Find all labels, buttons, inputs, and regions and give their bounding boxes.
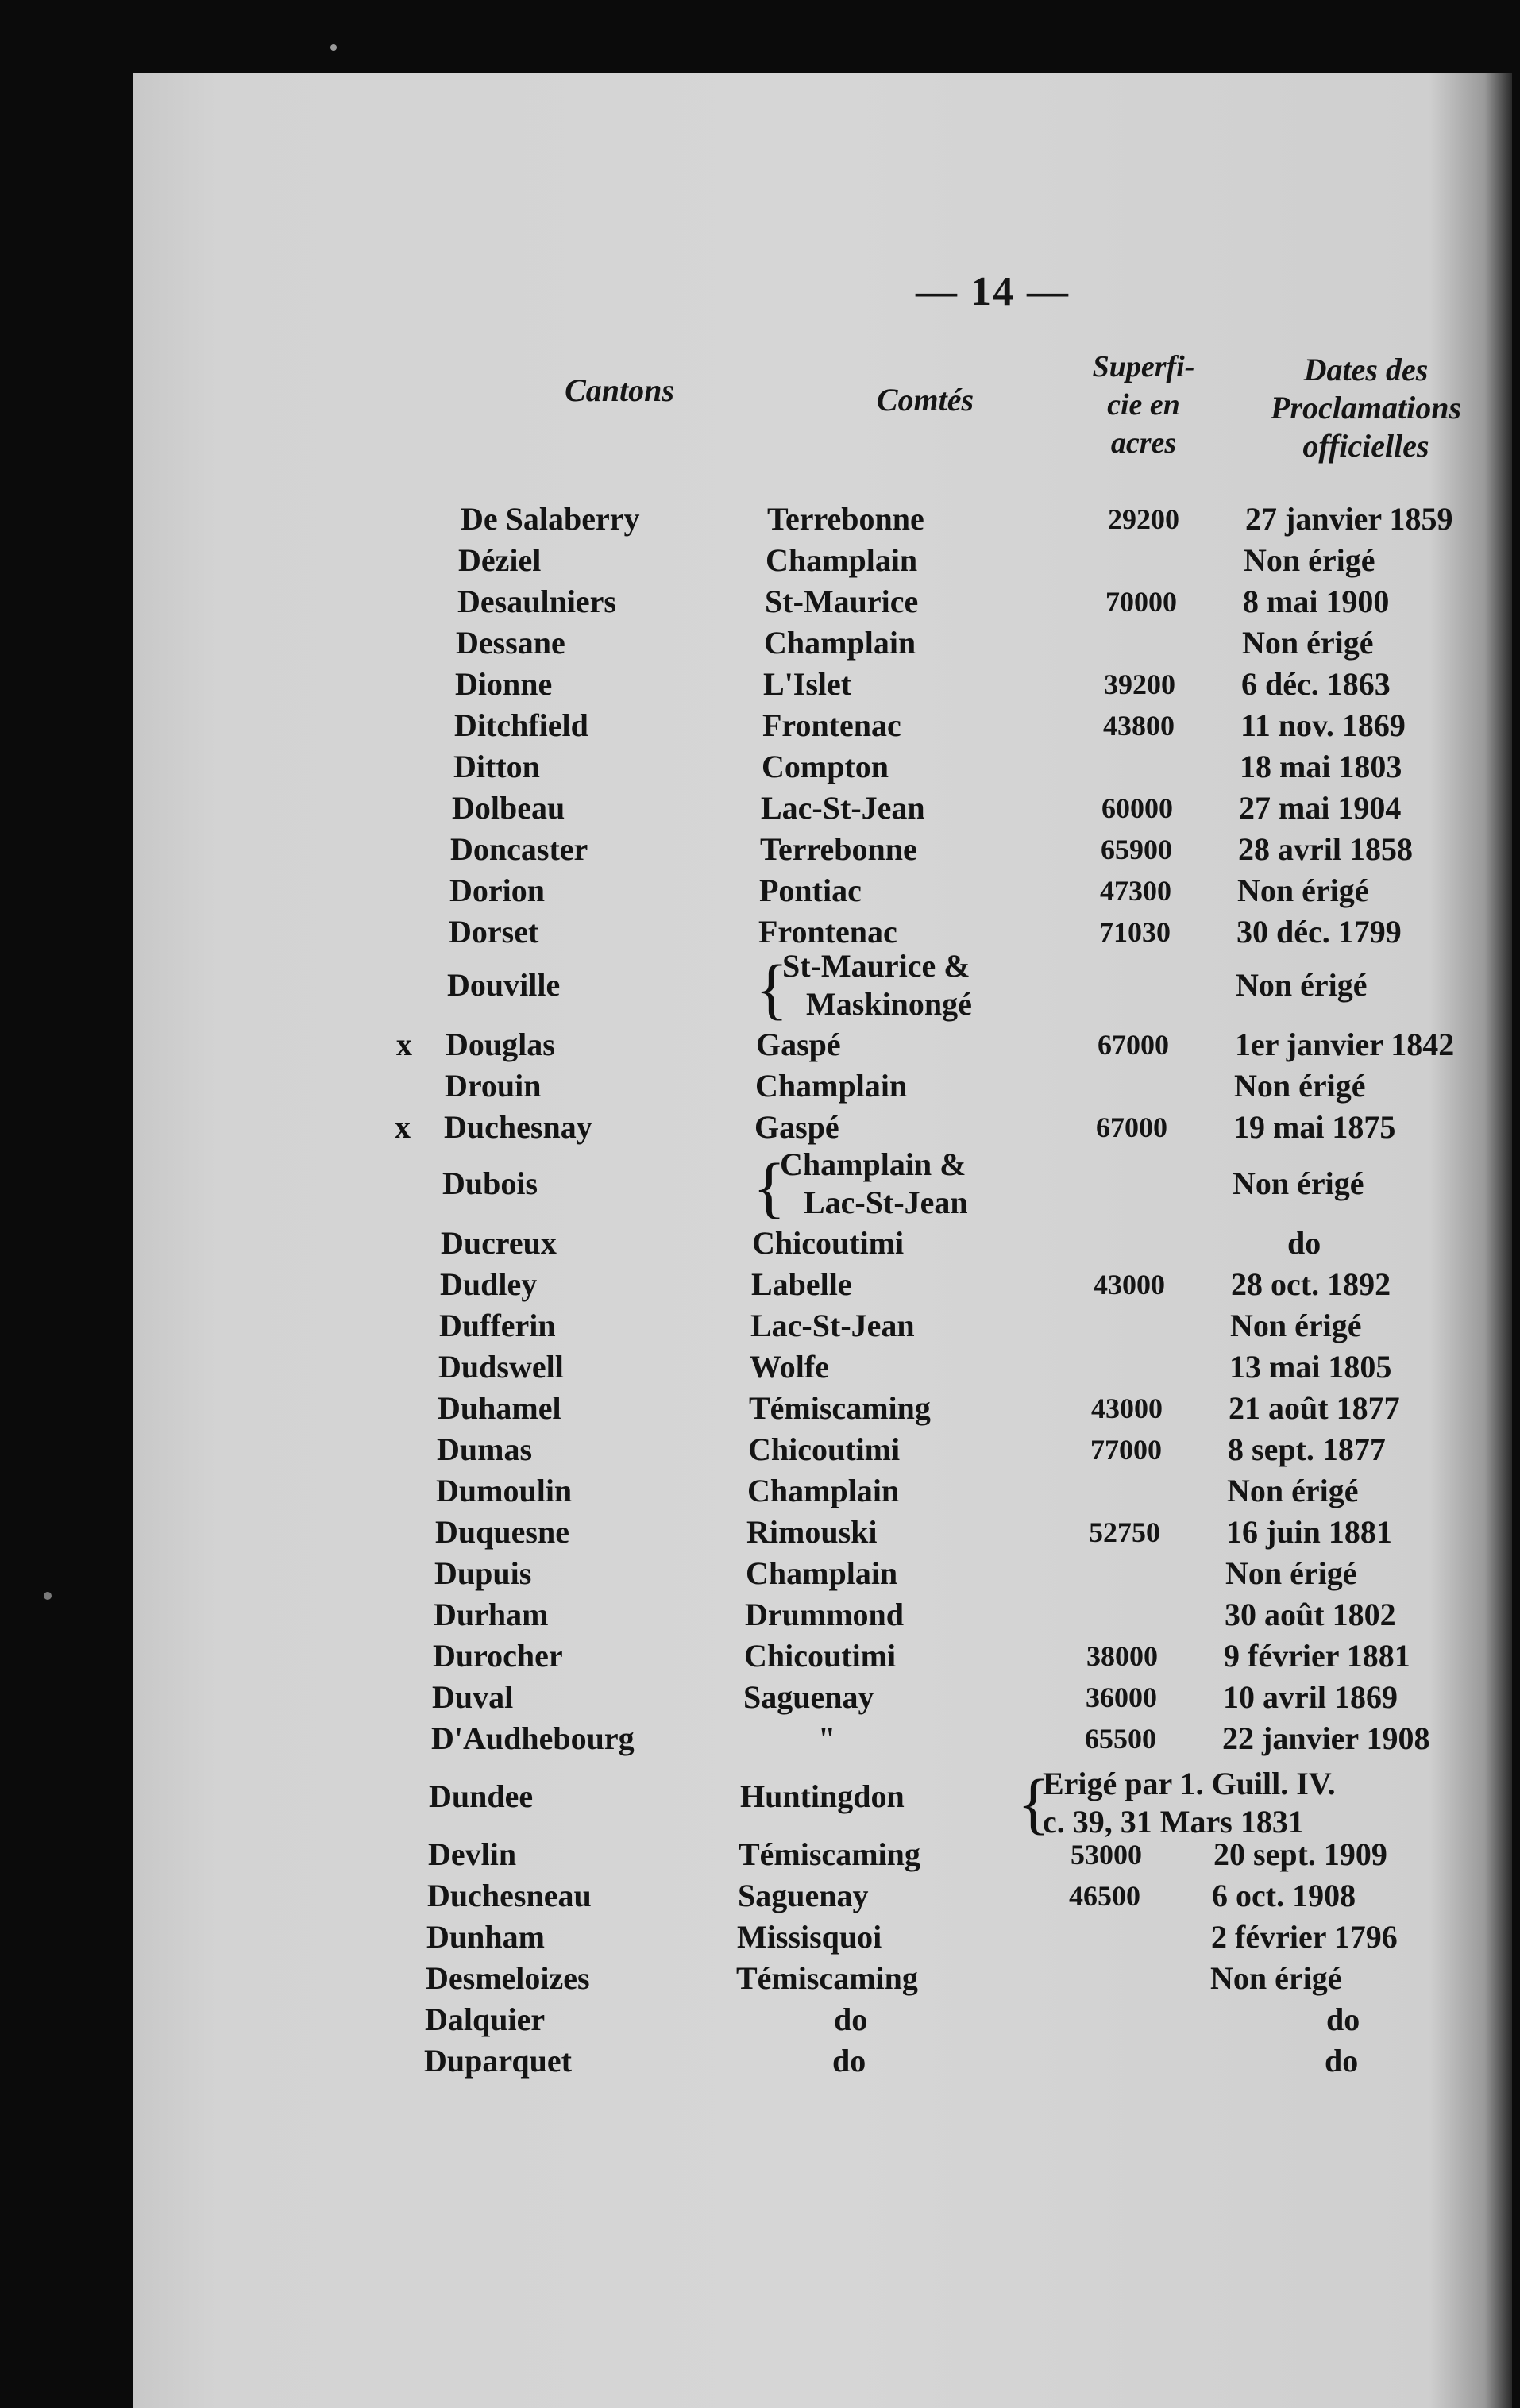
check-mark: x bbox=[396, 1027, 412, 1062]
proclamation-date: Non érigé bbox=[1233, 1165, 1364, 1201]
table-row bbox=[0, 1146, 1520, 1225]
table-row bbox=[0, 1999, 1520, 2040]
comte-name: Témiscaming bbox=[739, 1836, 920, 1872]
superficie-value: 70000 bbox=[1105, 586, 1177, 618]
proclamation-date: 22 janvier 1908 bbox=[1222, 1720, 1430, 1756]
superficie-value: 67000 bbox=[1096, 1112, 1167, 1143]
proclamation-date: do bbox=[1287, 1225, 1321, 1261]
table-row bbox=[0, 1834, 1520, 1875]
table-row bbox=[0, 1024, 1520, 1065]
table-row bbox=[0, 581, 1520, 622]
table-row bbox=[0, 1677, 1520, 1718]
canton-name: Dumas bbox=[437, 1431, 533, 1467]
proclamation-date: 27 mai 1904 bbox=[1239, 790, 1402, 826]
proclamation-date: Non érigé bbox=[1210, 1960, 1342, 1996]
comte-name: do bbox=[832, 2043, 866, 2079]
comte-name: Compton bbox=[762, 749, 889, 784]
table-row bbox=[0, 1553, 1520, 1594]
canton-name: Ditchfield bbox=[454, 707, 588, 743]
canton-name: Duquesne bbox=[435, 1514, 569, 1550]
comte-name: Frontenac bbox=[758, 914, 897, 950]
canton-name: Desaulniers bbox=[457, 584, 616, 619]
table-row bbox=[0, 664, 1520, 705]
check-mark: x bbox=[395, 1109, 411, 1145]
comte-name: Missisquoi bbox=[737, 1919, 882, 1955]
proclamation-date: 1er janvier 1842 bbox=[1235, 1027, 1455, 1062]
canton-name: Dionne bbox=[455, 666, 553, 702]
canton-name: Dupuis bbox=[434, 1555, 532, 1591]
proclamation-date: do bbox=[1326, 2002, 1360, 2037]
canton-name: Devlin bbox=[428, 1836, 517, 1872]
proclamation-date: Non érigé bbox=[1230, 1308, 1362, 1343]
comte-name: " bbox=[818, 1720, 836, 1756]
brace-icon: { bbox=[1017, 1765, 1051, 1841]
canton-name: Dessane bbox=[456, 625, 565, 661]
canton-name: Dorset bbox=[449, 914, 539, 950]
canton-name: Durham bbox=[434, 1597, 549, 1632]
superficie-value: 43000 bbox=[1091, 1393, 1163, 1424]
table-row bbox=[0, 1594, 1520, 1636]
comte-name: St-Maurice & Maskinongé bbox=[782, 948, 972, 1022]
proclamation-date: 9 février 1881 bbox=[1224, 1638, 1410, 1674]
table-row bbox=[0, 948, 1520, 1027]
proclamation-date: Non érigé bbox=[1234, 1068, 1366, 1104]
proclamation-date: 6 déc. 1863 bbox=[1241, 666, 1391, 702]
table-row bbox=[0, 1065, 1520, 1107]
table-row bbox=[0, 829, 1520, 870]
proclamation-date: Non érigé bbox=[1242, 625, 1374, 661]
page-number: — 14 — bbox=[916, 269, 1070, 314]
table-row bbox=[0, 1347, 1520, 1388]
proclamation-date: 6 oct. 1908 bbox=[1212, 1878, 1356, 1913]
proclamation-date: 28 oct. 1892 bbox=[1231, 1266, 1391, 1302]
comte-name: Terrebonne bbox=[767, 501, 924, 537]
proclamation-date: Non érigé bbox=[1236, 967, 1368, 1003]
canton-name: Dufferin bbox=[439, 1308, 556, 1343]
header-superficie: Superfi- cie en acres bbox=[1092, 350, 1195, 460]
comte-name: Saguenay bbox=[738, 1878, 869, 1913]
comte-name: Saguenay bbox=[743, 1679, 874, 1715]
table-row bbox=[0, 1107, 1520, 1148]
proclamation-date: 18 mai 1803 bbox=[1240, 749, 1402, 784]
proclamation-date: do bbox=[1325, 2043, 1359, 2079]
table-row bbox=[0, 911, 1520, 953]
proclamation-date: 13 mai 1805 bbox=[1229, 1349, 1392, 1385]
proclamation-date: 2 février 1796 bbox=[1211, 1919, 1398, 1955]
comte-name: Gaspé bbox=[754, 1109, 839, 1145]
comte-name: do bbox=[834, 2002, 868, 2037]
canton-name: Dudley bbox=[440, 1266, 538, 1302]
proclamation-date: 30 août 1802 bbox=[1225, 1597, 1396, 1632]
comte-name: Drummond bbox=[745, 1597, 905, 1632]
proclamation-date: 10 avril 1869 bbox=[1223, 1679, 1398, 1715]
proclamation-date: Non érigé bbox=[1237, 873, 1369, 908]
canton-name: Dunham bbox=[426, 1919, 545, 1955]
comte-name: Pontiac bbox=[759, 873, 862, 908]
comte-name: Champlain bbox=[747, 1473, 900, 1508]
comte-name: Témiscaming bbox=[749, 1390, 931, 1426]
brace-icon: { bbox=[755, 950, 789, 1027]
proclamation-date: 20 sept. 1909 bbox=[1213, 1836, 1387, 1872]
table-row bbox=[0, 499, 1520, 540]
canton-name: Dubois bbox=[442, 1165, 538, 1201]
superficie-value: 46500 bbox=[1069, 1880, 1140, 1912]
header-comtes: Comtés bbox=[876, 382, 974, 418]
canton-name: De Salaberry bbox=[461, 501, 640, 537]
canton-name: Dolbeau bbox=[452, 790, 565, 826]
proclamation-date: 27 janvier 1859 bbox=[1245, 501, 1453, 537]
comte-name: Wolfe bbox=[750, 1349, 829, 1385]
superficie-value: 67000 bbox=[1098, 1029, 1169, 1061]
table-row bbox=[0, 622, 1520, 664]
canton-name: Duval bbox=[432, 1679, 514, 1715]
comte-name: L'Islet bbox=[763, 666, 852, 702]
canton-name: Déziel bbox=[458, 542, 542, 578]
canton-name: Duchesneau bbox=[427, 1878, 592, 1913]
canton-name: Dumoulin bbox=[436, 1473, 573, 1508]
comte-name: Terrebonne bbox=[760, 831, 917, 867]
superficie-value: 39200 bbox=[1104, 668, 1175, 700]
table-row bbox=[0, 1917, 1520, 1958]
table-row bbox=[0, 1305, 1520, 1347]
proclamation-date: 21 août 1877 bbox=[1229, 1390, 1400, 1426]
table-row bbox=[0, 1512, 1520, 1553]
canton-name: Dudswell bbox=[438, 1349, 564, 1385]
table-row bbox=[0, 540, 1520, 581]
proclamation-date: Non érigé bbox=[1227, 1473, 1359, 1508]
table-row bbox=[0, 1875, 1520, 1917]
table-row bbox=[0, 1470, 1520, 1512]
comte-name: Gaspé bbox=[756, 1027, 841, 1062]
comte-name: Témiscaming bbox=[736, 1960, 918, 1996]
superficie-value: 38000 bbox=[1086, 1640, 1158, 1672]
table-row bbox=[0, 870, 1520, 911]
canton-name: Dorion bbox=[449, 873, 545, 908]
superficie-value: 36000 bbox=[1086, 1682, 1157, 1713]
comte-name: Champlain bbox=[746, 1555, 898, 1591]
table-row bbox=[0, 1223, 1520, 1264]
superficie-value: 43800 bbox=[1103, 710, 1175, 742]
comte-name: Lac-St-Jean bbox=[761, 790, 925, 826]
table-row bbox=[0, 746, 1520, 788]
canton-name: Drouin bbox=[445, 1068, 542, 1104]
table-row bbox=[0, 1429, 1520, 1470]
canton-name: Desmeloizes bbox=[426, 1960, 590, 1996]
superficie-value: 65500 bbox=[1085, 1723, 1156, 1755]
header-cantons: Cantons bbox=[565, 372, 674, 408]
comte-name: Rimouski bbox=[746, 1514, 878, 1550]
proclamation-date: Non érigé bbox=[1225, 1555, 1357, 1591]
table-row bbox=[0, 1388, 1520, 1429]
table-row bbox=[0, 1765, 1520, 1841]
canton-name: Duhamel bbox=[438, 1390, 561, 1426]
comte-name: Champlain bbox=[764, 625, 916, 661]
proclamation-date: 11 nov. 1869 bbox=[1240, 707, 1406, 743]
canton-name: D'Audhebourg bbox=[431, 1720, 635, 1756]
superficie-value: 53000 bbox=[1071, 1839, 1142, 1871]
canton-name: Ditton bbox=[453, 749, 540, 784]
proclamation-date: 28 avril 1858 bbox=[1238, 831, 1413, 867]
proclamation-date: 8 sept. 1877 bbox=[1228, 1431, 1386, 1467]
table-row bbox=[0, 1264, 1520, 1305]
comte-name: Chicoutimi bbox=[744, 1638, 897, 1674]
canton-name: Duchesnay bbox=[444, 1109, 592, 1145]
superficie-value: 77000 bbox=[1090, 1434, 1162, 1466]
superficie-value: 60000 bbox=[1101, 792, 1173, 824]
canton-name: Douville bbox=[447, 967, 561, 1003]
comte-name: Champlain & Lac-St-Jean bbox=[780, 1146, 968, 1220]
header-dates: Dates des Proclamations officielles bbox=[1270, 352, 1462, 464]
superficie-value: 47300 bbox=[1100, 875, 1171, 907]
table-row bbox=[0, 788, 1520, 829]
comte-name: Chicoutimi bbox=[752, 1225, 905, 1261]
comte-name: Labelle bbox=[751, 1266, 852, 1302]
proclamation-date: 19 mai 1875 bbox=[1233, 1109, 1396, 1145]
table-row bbox=[0, 1636, 1520, 1677]
table-row bbox=[0, 705, 1520, 746]
canton-name: Doncaster bbox=[450, 831, 588, 867]
proclamation-date: 16 juin 1881 bbox=[1226, 1514, 1392, 1550]
canton-name: Dundee bbox=[429, 1778, 534, 1814]
table-row bbox=[0, 1718, 1520, 1759]
table-row bbox=[0, 2040, 1520, 2082]
canton-name: Durocher bbox=[433, 1638, 563, 1674]
comte-name: St-Maurice bbox=[765, 584, 919, 619]
superficie-value: 43000 bbox=[1094, 1269, 1165, 1300]
proclamation-date: 8 mai 1900 bbox=[1243, 584, 1390, 619]
comte-name: Champlain bbox=[755, 1068, 908, 1104]
canton-name: Dalquier bbox=[425, 2002, 546, 2037]
superficie-value: 52750 bbox=[1089, 1516, 1160, 1548]
proclamation-date: Non érigé bbox=[1244, 542, 1375, 578]
canton-name: Duparquet bbox=[424, 2043, 572, 2079]
comte-name: Frontenac bbox=[762, 707, 901, 743]
superficie-value: 65900 bbox=[1101, 834, 1172, 865]
brace-icon: { bbox=[753, 1149, 786, 1225]
proclamation-date: 30 déc. 1799 bbox=[1236, 914, 1402, 950]
comte-name: Huntingdon bbox=[740, 1778, 905, 1814]
table-row bbox=[0, 1958, 1520, 1999]
canton-name: Douglas bbox=[446, 1027, 555, 1062]
superficie-value: 29200 bbox=[1108, 503, 1179, 535]
comte-name: Chicoutimi bbox=[748, 1431, 901, 1467]
comte-name: Champlain bbox=[766, 542, 918, 578]
canton-name: Ducreux bbox=[441, 1225, 557, 1261]
comte-name: Lac-St-Jean bbox=[750, 1308, 915, 1343]
superficie-value: 71030 bbox=[1099, 916, 1171, 948]
proclamation-date: Erigé par 1. Guill. IV. c. 39, 31 Mars 1831 bbox=[1043, 1766, 1336, 1840]
